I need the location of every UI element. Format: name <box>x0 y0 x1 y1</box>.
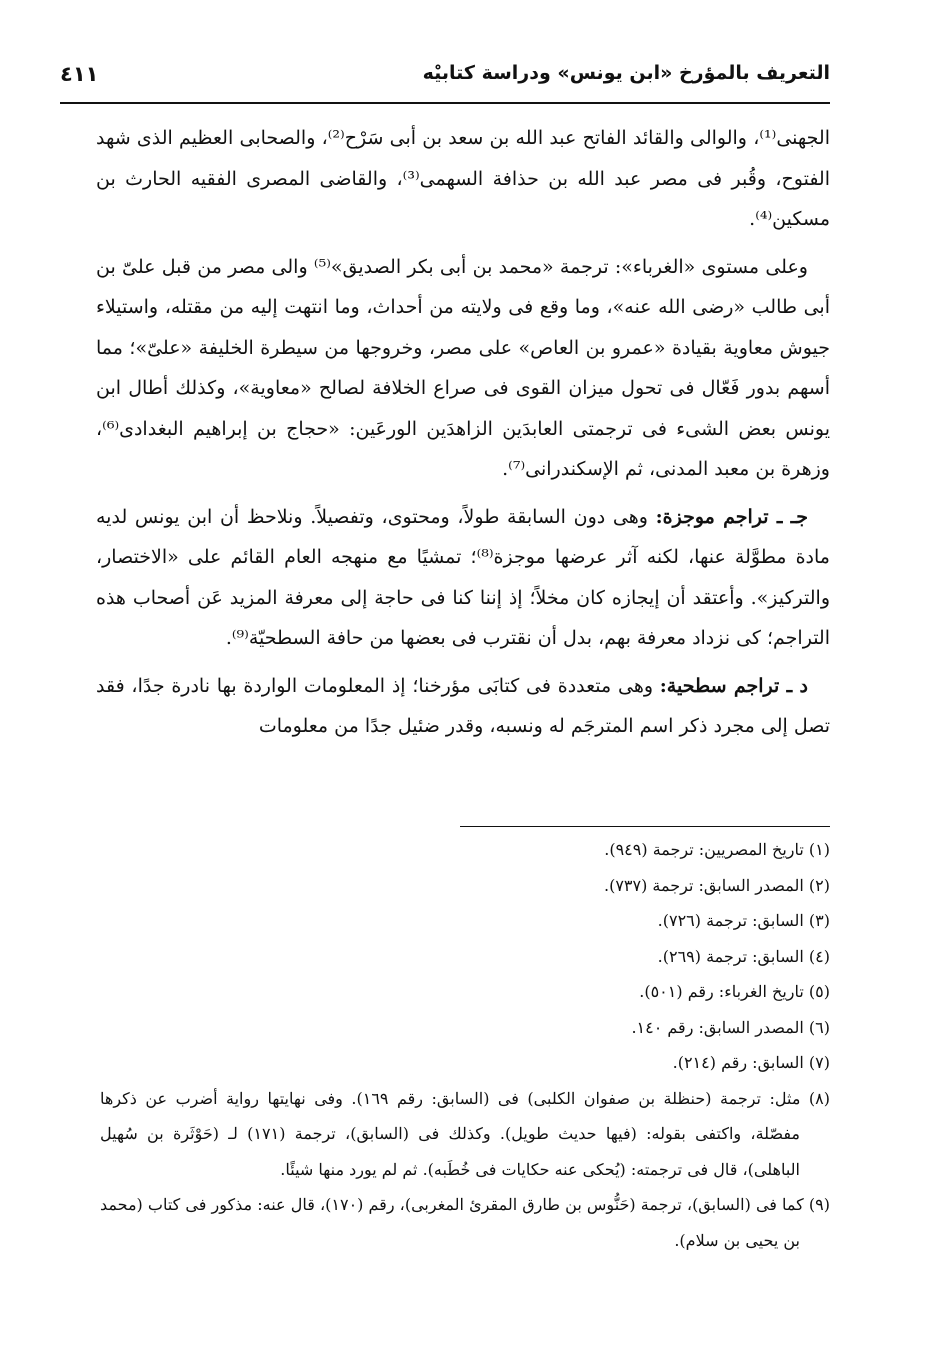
footnote-divider <box>460 826 830 827</box>
footnote-3: (٣) السابق: ترجمة (٧٢٦). <box>657 911 830 930</box>
section-heading-c: جـ ـ تراجم موجزة: <box>655 505 808 528</box>
footnote-4: (٤) السابق: ترجمة (٢٦٩). <box>657 946 830 966</box>
header-title: التعريف بالمؤرخ «ابن يونس» ودراسة كتابيْه <box>422 62 830 84</box>
footnote-9: (٩) كما فى (السابق)، ترجمة (حَنُّوس بن طارق المقرئ المغربى)، رقم (١٧٠)، قال عنه: مذكور فى كتاب (محمد بن يحيى بن سلام). <box>100 1195 831 1250</box>
footnote-2: (٢) المصدر السابق: ترجمة (٧٣٧). <box>603 875 830 895</box>
paragraph-4-text: وهى متعددة فى كتابَى مؤرخنا؛ إذ المعلومات الواردة بها نادرة جدًا، فقد تصل إلى مجرد ذكر اسم المترجَم له ونسبه، وقدر ضئيل جدًا من معلومات <box>96 674 830 737</box>
header-divider <box>60 102 830 104</box>
page-number: ٤١١ <box>60 62 99 86</box>
paragraph-1: الجهنى⁽¹⁾، والوالى والقائد الفاتح عبد الله بن سعد بن أبى سَرْح⁽²⁾، والصحابى العظيم الذى شهد الفتوح، وقُبر فى مصر عبد الله بن حذافة السهمى⁽³⁾، والقاضى المصرى الفقيه الحارث بن مسكين⁽⁴⁾. <box>96 127 830 230</box>
footnote-8: (٨) مثل: ترجمة (حنظلة بن صفوان الكلبى) فى (السابق: رقم ١٦٩). وفى نهايتها رواية أضرب عن ذكرها مفصّلة، واكتفى بقوله: (فيها حديث طويل). وكذلك فى (السابق)، ترجمة (١٧١) لـ (حَوْثَرة بن سُهيل الباهلى)، قال فى ترجمته: (يُحكى عنه حكايات فى خُطَبه). ثم لم يورد منها شيئًا. <box>100 1088 830 1179</box>
footnote-6: (٦) المصدر السابق: رقم ١٤٠. <box>631 1017 830 1037</box>
paragraph-2: وعلى مستوى «الغرباء»: ترجمة «محمد بن أبى بكر الصديق»⁽⁵⁾ والى مصر من قبل علىّ بن أبى طالب «رضى الله عنه»، وما وقع فى ولايته من أحداث، وما انتهت إليه من مقتله، واستيلاء جيوش معاوية بقيادة «عمرو بن العاص» على مصر، وخروجها من سيطرة الخليفة «علىّ»؛ مما أسهم بدور فَعّال فى تحول ميزان القوى فى صراع الخلافة لصالح «معاوية»، وكذلك أطال ابن يونس بعض الشىء فى ترجمتى العابدَين الزاهدَين الورعَين: «حجاج بن إبراهيم البغدادى⁽⁶⁾، وزهرة بن معبد المدنى، ثم الإسكندرانى⁽⁷⁾. <box>96 255 831 480</box>
paragraph-4 <box>96 666 830 747</box>
main-text <box>96 118 830 754</box>
footnote-7: (٧) السابق: رقم (٢١٤). <box>672 1053 830 1072</box>
running-header <box>60 56 830 100</box>
paragraph-3-text: وهى دون السابقة طولاً، ومحتوى، وتفصيلاً. ونلاحظ أن ابن يونس لديه مادة مطوَّلة عنها، لكنه آثر عرضها موجزة⁽⁸⁾؛ تمشيًا مع منهجه العام القائم على «الاختصار، والتركيز». وأعتقد أن إيجازه كان مخلاً؛ إذ إننا كنا فى حاجة إلى معرفة المزيد عَن أصحاب هذه التراجم؛ كى نزداد معرفة بهم، بدل أن نقترب فى بعضها من حافة السطحيّة⁽⁹⁾. <box>96 505 830 649</box>
footnotes <box>100 832 830 1258</box>
footnote-5: (٥) تاريخ الغرباء: رقم (٥٠١). <box>639 982 830 1001</box>
section-heading-d: د ـ تراجم سطحية: <box>659 674 808 697</box>
footnote-1: (١) تاريخ المصريين: ترجمة (٩٤٩). <box>604 840 830 859</box>
paragraph-3 <box>96 497 830 659</box>
